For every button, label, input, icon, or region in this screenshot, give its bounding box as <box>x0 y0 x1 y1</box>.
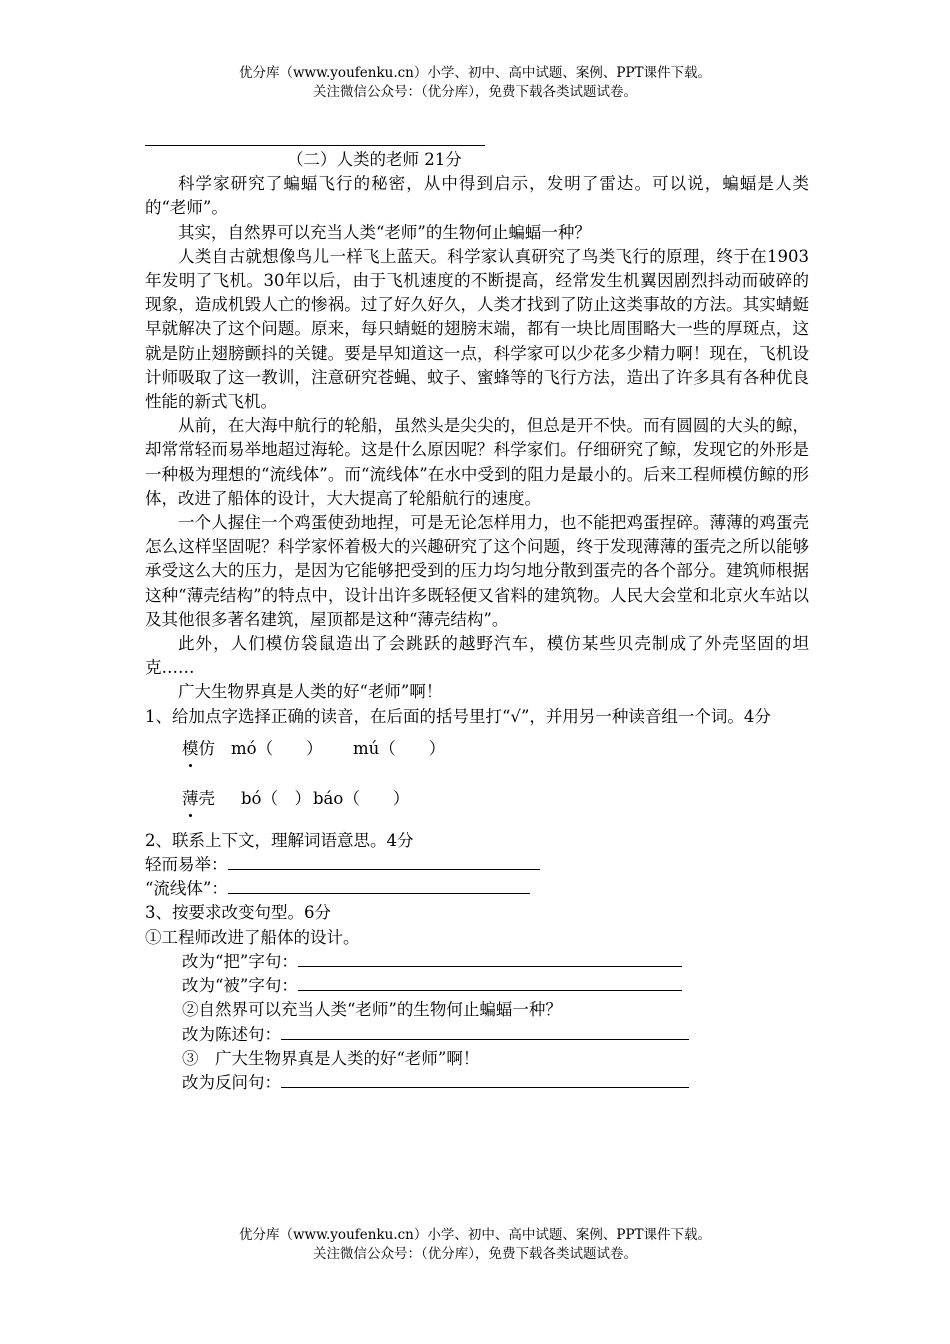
question-2-prompt: 2、联系上下文，理解词语意思。4分 <box>145 830 414 850</box>
dotted-char: 模 <box>182 738 199 758</box>
rewrite-label: 改为“被”字句： <box>182 976 298 996</box>
word-rest: 壳 <box>198 788 215 808</box>
word-rest: 仿 <box>198 738 215 758</box>
rewrite-item <box>145 950 809 974</box>
sentence-3: ③ 广大生物界真是人类的好“老师”啊！ <box>182 1048 480 1068</box>
q2-item-label: 轻而易举： <box>145 855 228 875</box>
pinyin-option[interactable]: bó（ ） <box>241 788 311 808</box>
pinyin-option[interactable]: mó（ ） <box>231 738 323 758</box>
passage-paragraph: 其实，自然界可以充当人类“老师”的生物何止蝙蝠一种？ <box>178 222 591 242</box>
passage-paragraph: 广大生物界真是人类的好“老师”啊！ <box>178 682 443 702</box>
pinyin-row-2 <box>145 779 809 829</box>
page-footer <box>0 1226 950 1264</box>
passage-paragraph: 一个人握住一个鸡蛋使劲地捏，可是无论怎样用力，也不能把鸡蛋捏碎。薄薄的鸡蛋壳怎么这样坚固呢？科学家怀着极大的兴趣研究了这个问题，终于发现薄薄的蛋壳之所以能够承受这么大的压力，是因为它能够把受到的压力均匀地分散到蛋壳的各个部分。建筑师根据这种“薄壳结构”的特点中，设计出许多既轻便又省料的建筑物。人民大会堂和北京火车站以及其他很多著名建筑，屋顶都是这种“薄壳结构”。 <box>145 513 809 629</box>
answer-blank[interactable] <box>281 1071 689 1088</box>
section-title: （二）人类的老师 21分 <box>287 150 462 169</box>
sentence-2: ②自然界可以充当人类“老师”的生物何止蝙蝠一种？ <box>182 1000 562 1020</box>
passage-paragraph: 人类自古就想像鸟儿一样飞上蓝天。科学家认真研究了鸟类飞行的原理，终于在1903年发明了飞机。30年以后，由于飞机速度的不断提高，经常发生机翼因剧烈抖动而破碎的现象，造成机毁人亡的惨祸。过了好久好久，人类才找到了防止这类事故的方法。其实蜻蜓早就解决了这个问题。原来，每只蜻蜓的翅膀末端，都有一块比周围略大一些的厚斑点，这就是防止翅膀颤抖的关键。要是早知道这一点，科学家可以少花多少精力啊！现在，飞机设计师吸取了这一教训，注意研究苍蝇、蚊子、蜜蜂等的飞行方法，造出了许多具有各种优良性能的新式飞机。 <box>145 246 809 412</box>
answer-blank[interactable] <box>281 1023 689 1040</box>
pinyin-word-1 <box>182 737 215 761</box>
rewrite-label: 改为“把”字句： <box>182 951 298 971</box>
rewrite-item <box>145 974 809 998</box>
footer-line-1: 优分库（www.youfenku.cn）小学、初中、高中试题、案例、PPT课件下载。 <box>238 1227 712 1243</box>
question-2-item <box>145 877 809 901</box>
question-1-prompt: 1、给加点字选择正确的读音，在后面的括号里打“√”，并用另一种读音组一个词。4分 <box>145 706 771 726</box>
pinyin-word-2 <box>182 787 215 811</box>
pinyin-option[interactable]: báo（ ） <box>313 788 410 808</box>
rewrite-label: 改为陈述句： <box>182 1024 281 1044</box>
passage-paragraph: 从前，在大海中航行的轮船，虽然头是尖尖的，但总是开不快。而有圆圆的大头的鲸，却常常轻而易举地超过海轮。这是什么原因呢？科学家们。仔细研究了鲸，发现它的外形是一种极为理想的“流线体”。而“流线体”在水中受到的阻力是最小的。后来工程师模仿鲸的形体，改进了船体的设计，大大提高了轮船航行的速度。 <box>145 416 809 508</box>
exam-content <box>145 148 809 1095</box>
page-header <box>0 64 950 102</box>
answer-blank[interactable] <box>228 853 540 870</box>
header-line-1: 优分库（www.youfenku.cn）小学、初中、高中试题、案例、PPT课件下载。 <box>238 65 712 81</box>
rewrite-label: 改为反问句： <box>182 1072 281 1092</box>
answer-blank[interactable] <box>298 950 682 967</box>
answer-blank[interactable] <box>298 974 682 991</box>
passage-paragraph: 科学家研究了蝙蝠飞行的秘密，从中得到启示，发明了雷达。可以说，蝙蝠是人类的“老师”。 <box>145 174 809 218</box>
header-rule <box>145 145 485 146</box>
answer-blank[interactable] <box>228 877 530 894</box>
dotted-char: 薄 <box>182 788 199 808</box>
pinyin-option[interactable]: mú（ ） <box>353 738 446 758</box>
q2-item-label: “流线体”： <box>145 879 228 899</box>
rewrite-item <box>145 1071 809 1095</box>
sentence-1: ①工程师改进了船体的设计。 <box>145 927 360 947</box>
footer-line-2: 关注微信公众号：（优分库），免费下载各类试题试卷。 <box>313 1246 637 1262</box>
passage-paragraph: 此外，人们模仿袋鼠造出了会跳跃的越野汽车，模仿某些贝壳制成了外壳坚固的坦克…… <box>145 634 809 678</box>
question-3-prompt: 3、按要求改变句型。6分 <box>145 903 331 923</box>
question-2-item <box>145 853 809 877</box>
pinyin-row-1 <box>145 729 809 779</box>
header-line-2: 关注微信公众号：（优分库），免费下载各类试题试卷。 <box>313 84 637 100</box>
rewrite-item <box>145 1023 809 1047</box>
